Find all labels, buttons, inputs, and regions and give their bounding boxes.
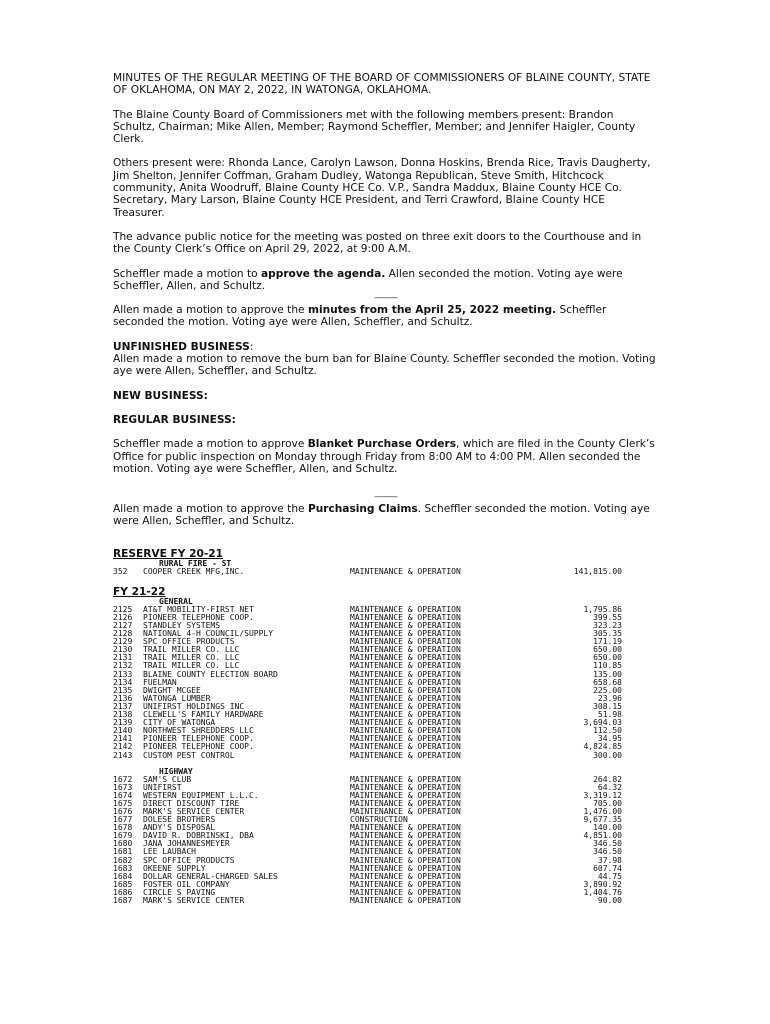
- fy-heading: FY 21-22: [113, 585, 166, 598]
- expense-type: MAINTENANCE & OPERATION: [350, 832, 461, 841]
- expense-type: MAINTENANCE & OPERATION: [350, 743, 461, 752]
- ledger-row: [113, 889, 658, 897]
- separator: ------------: [374, 492, 397, 502]
- expense-type: MAINTENANCE & OPERATION: [350, 807, 461, 816]
- expense-type: MAINTENANCE & OPERATION: [350, 638, 461, 647]
- expense-type: CONSTRUCTION: [350, 816, 408, 825]
- ledger-row: [113, 703, 658, 711]
- claim-amount: 1,795.86: [583, 604, 622, 614]
- expense-type: MAINTENANCE & OPERATION: [350, 856, 461, 865]
- vendor-name: AT&T MOBILITY-FIRST NET: [143, 605, 254, 614]
- claim-number: 2133: [113, 669, 133, 679]
- vendor-name: FOSTER OIL COMPANY: [143, 880, 230, 889]
- claim-amount: 37.98: [597, 855, 622, 865]
- agenda-text: Scheffler made a motion to: [113, 267, 262, 280]
- expense-type: MAINTENANCE & OPERATION: [350, 848, 461, 857]
- minutes-motion: [113, 304, 658, 329]
- claim-number: 2143: [113, 750, 133, 760]
- claim-amount: 3,694.03: [583, 718, 622, 728]
- claims-vote: . Scheffler seconded the motion. Voting aye were Allen, Scheffler, and Schultz.: [113, 503, 650, 528]
- vendor-name: UNIFIRST HOLDINGS INC: [143, 702, 245, 711]
- expense-type: MAINTENANCE & OPERATION: [350, 735, 461, 744]
- claim-number: 1674: [113, 790, 133, 800]
- ledger-row: [113, 792, 658, 800]
- expense-type: MAINTENANCE & OPERATION: [350, 711, 461, 720]
- highway-category: HIGHWAY: [159, 766, 193, 776]
- highway-ledger: [113, 776, 658, 906]
- claim-number: 2138: [113, 710, 133, 720]
- ledger-row: [113, 873, 658, 881]
- ledger-row: [113, 776, 658, 784]
- claim-amount: 650.00: [593, 653, 622, 663]
- expense-type: MAINTENANCE & OPERATION: [350, 654, 461, 663]
- claim-amount: 34.95: [597, 734, 622, 744]
- claim-amount: 225.00: [593, 685, 622, 695]
- vendor-name: DIRECT DISCOUNT TIRE: [143, 799, 240, 808]
- unfinished-business: [113, 341, 658, 378]
- claim-number: 1679: [113, 831, 133, 841]
- vendor-name: NATIONAL 4-H COUNCIL/SUPPLY: [143, 630, 274, 639]
- claim-number: 352: [113, 566, 128, 576]
- general-ledger: [113, 606, 658, 760]
- claim-number: 1677: [113, 815, 133, 825]
- vendor-name: SPC OFFICE PRODUCTS: [143, 638, 235, 647]
- vendor-name: DOLESE BROTHERS: [143, 816, 216, 825]
- claim-amount: 3,319.12: [583, 790, 622, 800]
- reserve-heading: RESERVE FY 20-21: [113, 547, 224, 560]
- ledger-row: [113, 743, 658, 751]
- claim-number: 2129: [113, 637, 133, 647]
- expense-type: MAINTENANCE & OPERATION: [350, 872, 461, 881]
- ledger-row: [113, 752, 658, 760]
- claim-amount: 658.68: [593, 677, 622, 687]
- claim-number: 1673: [113, 782, 133, 792]
- vendor-name: JANA JOHANNESMEYER: [143, 840, 230, 849]
- vendor-name: CUSTOM PEST CONTROL: [143, 751, 235, 760]
- claims-text: Allen made a motion to approve the: [113, 503, 308, 516]
- claim-number: 2142: [113, 742, 133, 752]
- claim-amount: 346.50: [593, 839, 622, 849]
- claim-amount: 4,851.00: [583, 831, 622, 841]
- ledger-row: [113, 857, 658, 865]
- expense-type: MAINTENANCE & OPERATION: [350, 605, 461, 614]
- separator: ------------: [374, 293, 397, 303]
- claim-amount: 171.19: [593, 637, 622, 647]
- ledger-row: [113, 784, 658, 792]
- claim-amount: 308.15: [593, 701, 622, 711]
- claim-amount: 110.85: [593, 661, 622, 671]
- unfinished-heading: UNFINISHED BUSINESS: [113, 340, 250, 353]
- claim-number: 2140: [113, 726, 133, 736]
- claim-number: 1678: [113, 823, 133, 833]
- vendor-name: PIONEER TELEPHONE COOP.: [143, 613, 254, 622]
- claim-number: 2141: [113, 734, 133, 744]
- claim-amount: 323.23: [593, 621, 622, 630]
- claim-amount: 399.55: [593, 612, 622, 622]
- bpo-text: Scheffler made a motion to approve: [113, 438, 308, 451]
- expense-type: MAINTENANCE & OPERATION: [350, 727, 461, 736]
- claim-number: 1675: [113, 798, 133, 808]
- ledger-row: [113, 800, 658, 808]
- ledger-row: [113, 654, 658, 662]
- claims-bold: Purchasing Claims: [307, 503, 418, 516]
- bpo-bold: Blanket Purchase Orders: [307, 438, 457, 451]
- vendor-name: WATONGA LUMBER: [143, 694, 211, 703]
- ledger-row: [113, 735, 658, 743]
- vendor-name: TRAIL MILLER CO. LLC: [143, 662, 240, 671]
- claim-amount: 1,476.00: [583, 806, 622, 816]
- minutes-vote: Scheffler seconded the motion. Voting aye were Allen, Scheffler, and Schultz.: [113, 304, 607, 329]
- expense-type: MAINTENANCE & OPERATION: [350, 694, 461, 703]
- claim-number: 2139: [113, 718, 133, 728]
- ledger-row: [113, 727, 658, 735]
- vendor-name: TRAIL MILLER CO. LLC: [143, 654, 240, 663]
- ledger-row: [113, 808, 658, 816]
- vendor-name: CIRCLE S PAVING: [143, 888, 216, 897]
- vendor-name: OKEENE SUPPLY: [143, 864, 206, 873]
- claim-amount: 9,677.35: [583, 815, 622, 825]
- claim-number: 1682: [113, 855, 133, 865]
- claim-number: 2131: [113, 653, 133, 663]
- claim-amount: 1,404.76: [583, 887, 622, 897]
- claim-amount: 141,815.00: [573, 566, 622, 576]
- expense-type: MAINTENANCE & OPERATION: [350, 880, 461, 889]
- expense-type: MAINTENANCE & OPERATION: [350, 775, 461, 784]
- claim-amount: 135.00: [593, 669, 622, 679]
- vendor-name: PIONEER TELEPHONE COOP.: [143, 735, 254, 744]
- vendor-name: LEE LAUBACH: [143, 848, 196, 857]
- claim-amount: 346.50: [593, 847, 622, 857]
- vendor-name: MARK'S SERVICE CENTER: [143, 807, 245, 816]
- expense-type: MAINTENANCE & OPERATION: [350, 702, 461, 711]
- vendor-name: DOLLAR GENERAL-CHARGED SALES: [143, 872, 278, 881]
- ledger-row: [113, 606, 658, 614]
- ledger-row: [113, 614, 658, 622]
- claim-amount: 23.96: [597, 693, 622, 703]
- agenda-motion: [113, 268, 658, 293]
- minutes-bold: minutes from the April 25, 2022 meeting.: [307, 304, 557, 317]
- expense-type: MAINTENANCE & OPERATION: [350, 824, 461, 833]
- claim-amount: 607.74: [593, 863, 622, 873]
- claim-number: 2135: [113, 685, 133, 695]
- vendor-name: FUELMAN: [143, 678, 177, 687]
- claims-motion: [113, 503, 658, 528]
- reserve-category: RURAL FIRE - ST: [159, 558, 232, 568]
- members-present: The Blaine County Board of Commissioners met with the following members present: Brandon Schultz, Chairman; Mike Allen, Member; Raymond Scheffler, Member; and Jennifer Haigler, County Clerk.: [113, 108, 636, 146]
- ledger-row: [113, 881, 658, 889]
- claim-number: 1686: [113, 887, 133, 897]
- ledger-row: [113, 719, 658, 727]
- ledger-row: [113, 638, 658, 646]
- expense-type: MAINTENANCE & OPERATION: [350, 897, 461, 905]
- vendor-name: BLAINE COUNTY ELECTION BOARD: [143, 670, 278, 679]
- vendor-name: SAM'S CLUB: [143, 775, 192, 784]
- claim-number: 1687: [113, 896, 133, 905]
- bpo-motion: [113, 438, 658, 475]
- claim-amount: 64.32: [597, 782, 622, 792]
- claim-amount: 44.75: [597, 871, 622, 881]
- expense-type: MAINTENANCE & OPERATION: [350, 613, 461, 622]
- expense-type: MAINTENANCE & OPERATION: [350, 840, 461, 849]
- ledger-row: [113, 679, 658, 687]
- vendor-name: COOPER CREEK MFG,INC.: [143, 567, 245, 576]
- expense-type: MAINTENANCE & OPERATION: [350, 864, 461, 873]
- reserve-ledger: [113, 568, 658, 576]
- claim-number: 2137: [113, 701, 133, 711]
- claim-number: 1685: [113, 879, 133, 889]
- ledger-row: [113, 662, 658, 670]
- claim-number: 1676: [113, 806, 133, 816]
- claim-number: 2128: [113, 629, 133, 639]
- claim-amount: 705.00: [593, 798, 622, 808]
- ledger-row: [113, 671, 658, 679]
- expense-type: MAINTENANCE & OPERATION: [350, 622, 461, 630]
- ledger-row: [113, 646, 658, 654]
- ledger-row: [113, 848, 658, 856]
- unfinished-text: Allen made a motion to remove the burn ban for Blaine County. Scheffler seconded the motion. Voting aye were Allen, Scheffler, and Schultz.: [113, 353, 656, 378]
- vendor-name: MARK'S SERVICE CENTER: [143, 897, 245, 905]
- claim-number: 1672: [113, 774, 133, 784]
- vendor-name: DWIGHT MCGEE: [143, 686, 201, 695]
- new-business-heading: NEW BUSINESS:: [113, 389, 208, 402]
- bpo-vote: , which are filed in the County Clerk’s Office for public inspection on Monday through Friday from 8:00 AM to 4:00 PM. Allen seconded the motion. Voting aye were Scheffler, Allen, and Schultz.: [113, 438, 655, 475]
- expense-type: MAINTENANCE & OPERATION: [350, 719, 461, 728]
- vendor-name: TRAIL MILLER CO. LLC: [143, 646, 240, 655]
- regular-business-heading: REGULAR BUSINESS:: [113, 413, 236, 426]
- minutes-text: Allen made a motion to approve the: [113, 304, 308, 317]
- general-category: GENERAL: [159, 596, 193, 606]
- expense-type: MAINTENANCE & OPERATION: [350, 751, 461, 760]
- claim-amount: 264.82: [593, 774, 622, 784]
- ledger-row: [113, 840, 658, 848]
- public-notice: The advance public notice for the meeting was posted on three exit doors to the Courthouse and in the County Clerk’s Office on April 29, 2022, at 9:00 A.M.: [113, 230, 642, 256]
- expense-type: MAINTENANCE & OPERATION: [350, 630, 461, 639]
- claim-number: 2132: [113, 661, 133, 671]
- ledger-row: [113, 695, 658, 703]
- claim-number: 2125: [113, 604, 133, 614]
- ledger-row: [113, 897, 658, 905]
- expense-type: MAINTENANCE & OPERATION: [350, 646, 461, 655]
- claim-amount: 112.50: [593, 726, 622, 736]
- expense-type: MAINTENANCE & OPERATION: [350, 670, 461, 679]
- minutes-title: MINUTES OF THE REGULAR MEETING OF THE BOARD OF COMMISSIONERS OF BLAINE COUNTY, STATE OF OKLAHOMA, ON MAY 2, 2022, IN WATONGA, OKLAHOMA.: [113, 72, 651, 97]
- expense-type: MAINTENANCE & OPERATION: [350, 783, 461, 792]
- claim-amount: 3,890.92: [583, 879, 622, 889]
- vendor-name: STANDLEY SYSTEMS: [143, 622, 221, 630]
- ledger-row: [113, 824, 658, 832]
- claim-number: 1680: [113, 839, 133, 849]
- ledger-row: [113, 816, 658, 824]
- claim-amount: 140.00: [593, 823, 622, 833]
- unfinished-colon: :: [249, 340, 254, 353]
- vendor-name: PIONEER TELEPHONE COOP.: [143, 743, 254, 752]
- vendor-name: UNIFIRST: [143, 783, 182, 792]
- claim-number: 2126: [113, 612, 133, 622]
- claim-number: 1684: [113, 871, 133, 881]
- expense-type: MAINTENANCE & OPERATION: [350, 799, 461, 808]
- others-present: Others present were: Rhonda Lance, Carolyn Lawson, Donna Hoskins, Brenda Rice, Travis Daugherty, Jim Shelton, Jennifer Coffman, Graham Dudley, Watonga Republican, Steve Smith, Hitchcock community, Anita Woodruff, Blaine County HCE Co. V.P., Sandra Maddux, Blaine County HCE Co. Secretary, Mary Larson, Blaine County HCE President, and Terri Crawford, Blaine County HCE Treasurer.: [113, 157, 651, 219]
- ledger-row: [113, 622, 658, 630]
- expense-type: MAINTENANCE & OPERATION: [350, 888, 461, 897]
- ledger-row: [113, 865, 658, 873]
- claim-amount: 90.00: [597, 896, 622, 905]
- document-page: [113, 72, 658, 905]
- ledger-row: [113, 568, 658, 576]
- ledger-row: [113, 687, 658, 695]
- vendor-name: SPC OFFICE PRODUCTS: [143, 856, 235, 865]
- claim-amount: 51.98: [597, 710, 622, 720]
- claim-number: 2130: [113, 645, 133, 655]
- claim-number: 1681: [113, 847, 133, 857]
- claim-number: 2134: [113, 677, 133, 687]
- expense-type: MAINTENANCE & OPERATION: [350, 567, 461, 576]
- vendor-name: ANDY'S DISPOSAL: [143, 824, 216, 833]
- vendor-name: DAVID R. DOBRINSKI, DBA: [143, 832, 254, 841]
- claim-amount: 300.00: [593, 750, 622, 760]
- claim-amount: 305.35: [593, 629, 622, 639]
- claim-amount: 650.00: [593, 645, 622, 655]
- vendor-name: WESTERN EQUIPMENT L.L.C.: [143, 791, 259, 800]
- vendor-name: NORTHWEST SHREDDERS LLC: [143, 727, 254, 736]
- expense-type: MAINTENANCE & OPERATION: [350, 662, 461, 671]
- claim-number: 2127: [113, 621, 133, 630]
- agenda-bold: approve the agenda.: [261, 267, 386, 280]
- claim-number: 1683: [113, 863, 133, 873]
- ledger-row: [113, 832, 658, 840]
- vendor-name: CLEWELL'S FAMILY HARDWARE: [143, 711, 264, 720]
- claim-number: 2136: [113, 693, 133, 703]
- ledger-row: [113, 711, 658, 719]
- expense-type: MAINTENANCE & OPERATION: [350, 678, 461, 687]
- agenda-vote: Allen seconded the motion. Voting aye were Scheffler, Allen, and Schultz.: [113, 267, 623, 292]
- claim-amount: 4,824.85: [583, 742, 622, 752]
- ledger-row: [113, 630, 658, 638]
- vendor-name: CITY OF WATONGA: [143, 719, 216, 728]
- expense-type: MAINTENANCE & OPERATION: [350, 791, 461, 800]
- expense-type: MAINTENANCE & OPERATION: [350, 686, 461, 695]
